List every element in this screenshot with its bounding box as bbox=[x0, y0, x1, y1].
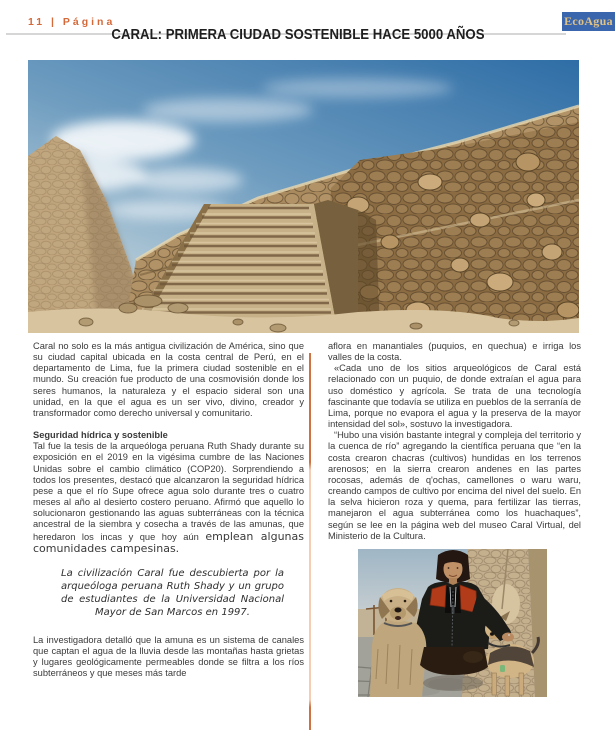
main-photo-caral-ruins bbox=[28, 60, 579, 333]
paragraph-continuation: aflora en manantiales (puquios, en quechua) e irriga los valles de la costa. bbox=[328, 341, 581, 363]
right-column bbox=[328, 341, 581, 697]
paragraph-intro: Caral no solo es la más antigua civilización de América, sino que su ciudad capital ubicada en la costa central de Perú, en el departamento de Lima, fue la primera ciudad sostenible en el mundo. Su creación fue producto de una cosmovisión donde los seres humanos, la naturaleza y el espacio sideral son una unidad, en la que el agua es un ser vivo, divino, creador y transformador como derecho universal y comunitario. bbox=[33, 341, 304, 418]
page-number-label: 11 | Página bbox=[28, 16, 116, 28]
paragraph-quote-cada-uno: «Cada uno de los sitios arqueológicos de Caral está relacionado con un puquio, de donde extraían el agua para uso doméstico y agrícola. Se trata de una tecnología fascinante que todavía se utiliza en pueblos de la serranía de Lima, porque no evapora el agua y la preserva de la mayor intensidad del sol», sostuvo la investigadora. bbox=[328, 363, 581, 430]
paragraph-thesis-text: Tal fue la tesis de la arqueóloga peruana Ruth Shady durante su exposición en el 2019 en la vigésima cumbre de las Naciones Unidas sobre el cambio climático (COP20). Sorprendiendo a todos los presentes, destacó que alcanzaron la seguridad hídrica pese a que el río Supe ofrece agua solo durante tres o cuatro meses al año al desierto costero peruano. Afirmó que aquello lo solucionaron gestionando las aguas subterráneas con la técnica ancestral de la siembra y cosecha a través de las amunas, que heredaron los incas y que hoy aún bbox=[33, 441, 304, 542]
pull-quote: La civilización Caral fue descubierta por la arqueóloga peruana Ruth Shady y un grupo de estudiantes de la Universidad Nacional Mayor de San Marcos en 1997. bbox=[61, 567, 284, 618]
paragraph-amuna: La investigadora detalló que la amuna es un sistema de canales que captan el agua de la lluvia desde las montañas hasta grietas y lugares geológicamente permeables donde se filtra a los ríos subterráneos y que meses más tarde bbox=[33, 634, 304, 679]
section-heading: Seguridad hídrica y sostenible bbox=[33, 430, 168, 441]
article-title-text: CARAL: PRIMERA CIUDAD SOSTENIBLE HACE 5000 AÑOS bbox=[111, 26, 485, 43]
column-divider bbox=[309, 353, 311, 730]
left-column bbox=[33, 341, 304, 679]
ecoagua-logo: EcoAgua bbox=[562, 12, 615, 31]
paragraph-thesis-emphasis: emplean algunas comunidades campesinas. bbox=[33, 529, 304, 555]
paragraph-thesis bbox=[33, 441, 304, 555]
caral-ruins-illustration bbox=[28, 60, 579, 333]
article-title bbox=[20, 26, 576, 43]
paragraph-quote-hubo-vision: “Hubo una visión bastante integral y compleja del territorio y la cuenca de río” agregando la científica peruana que “en la costa crearon chacras (cultivos) hundidas en los terrenos arenosos; en la sierra crearon andenes en las partes rocosas, además de q'ochas, camellones o waru waru, creando campos de cultivo por encima del nivel del suelo. En la selva hicieron roza y quema, para fertilizar las tierras, manejaron el agua subterránea como los huachaques”, según se lee en la página web del museo Caral Virtual, del Ministerio de la Cultura. bbox=[328, 430, 582, 541]
photo-ruth-shady-with-dogs bbox=[358, 549, 547, 697]
ruth-shady-illustration bbox=[358, 549, 547, 697]
